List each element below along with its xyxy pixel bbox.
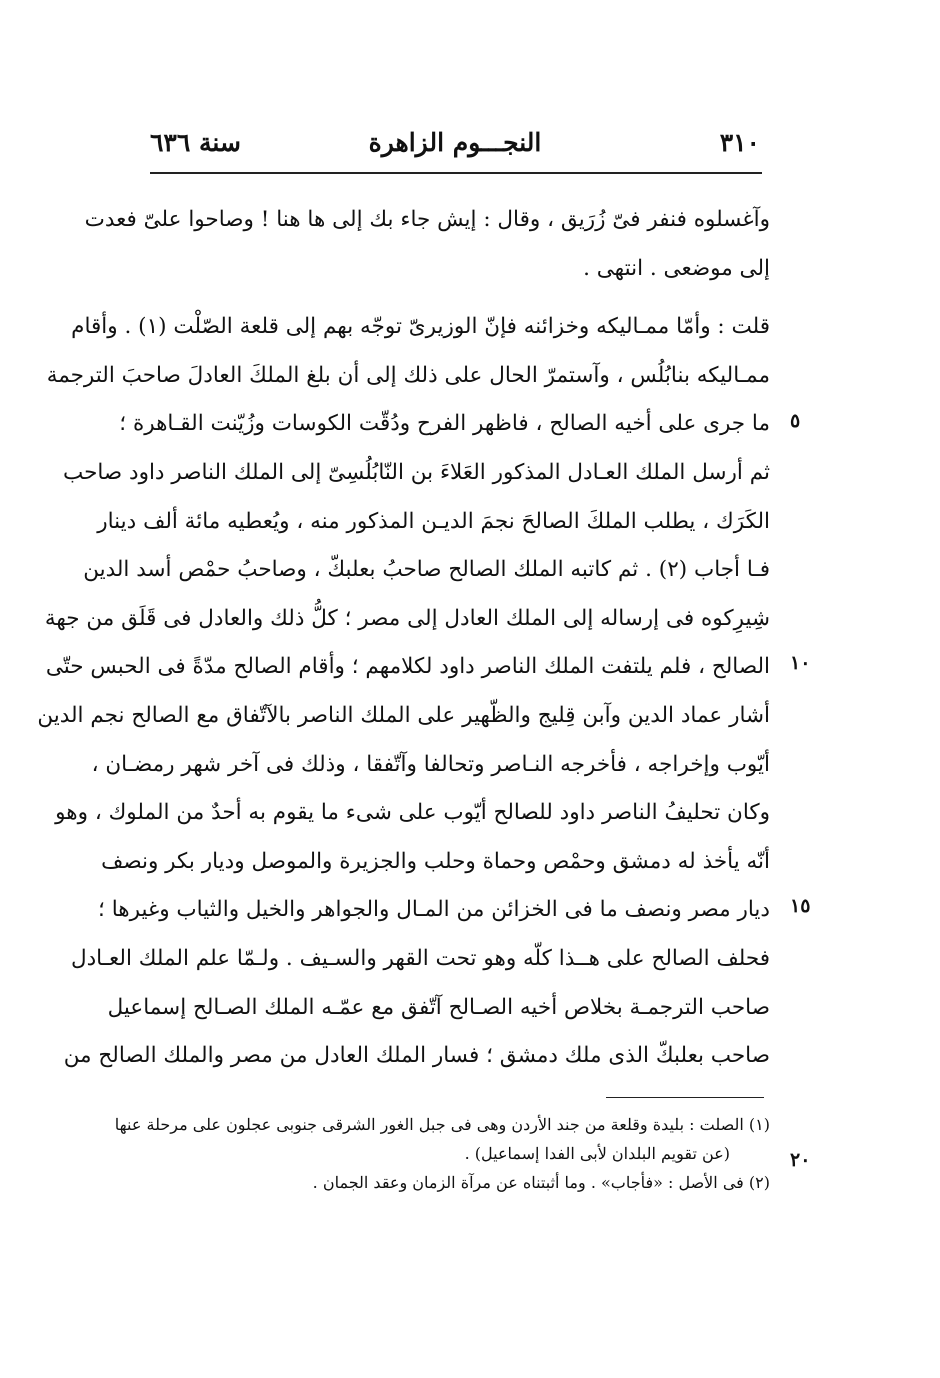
- line-number-5: ٥: [790, 410, 801, 432]
- line-number-15: ١٥: [790, 895, 811, 917]
- text-line: أيّوب وإخراجه ، فأخرجه النـاصر وتحالفا وآتّفقا ، وذلك فى آخر شهر رمضـان ،: [91, 751, 770, 777]
- footnote-2: (٢) فى الأصل : «فأجاب» . وما أثبتناه عن مرآة الزمان وعقد الجمان .: [312, 1173, 770, 1192]
- text-line: الكَرَك ، يطلب الملكَ الصالحَ نجمَ الديـن المذكور منه ، ويُعطيه مائة ألف دينار: [97, 508, 770, 534]
- text-line: فـا أجاب (٢) . ثم كاتبه الملك الصالح صاحبُ بعلبكّ ، وصاحبُ حمْص أسد الدين: [83, 557, 770, 583]
- text-line: أشار عماد الدين وآبن قِليج والظّهير على الملك الناصر بالآتّفاق مع الصالح نجم الدين: [37, 702, 770, 728]
- footnote-1-continuation: (عن تقويم البلدان لأبى الفدا إسماعيل) .: [464, 1144, 730, 1163]
- header-rule: [150, 172, 762, 174]
- line-number-10: ١٠: [790, 652, 811, 674]
- text-line: ديار مصر ونصف ما فى الخزائن من المـال والجواهر والخيل والثياب وغيرها ؛: [98, 897, 770, 923]
- running-header: [150, 128, 760, 168]
- page-number: ٣١٠: [719, 128, 760, 157]
- book-title: النجـــوم الزاهرة: [368, 128, 542, 157]
- text-line: قلت : وأمّا ممـاليكه وخزائنه فإنّ الوزيرىّ توجّه بهم إلى قلعة الصّلْت (١) . وأقام: [71, 314, 770, 340]
- year-label: سنة ٦٣٦: [150, 128, 241, 157]
- text-line: وآغسلوه فنفر فىّ زُرَيق ، وقال : إيش جاء بك إلى ها هنا ! وصاحوا علىّ فعدت: [84, 207, 770, 232]
- text-line: شِيرِكوه فى إرساله إلى الملك العادل إلى مصر ؛ كلُّ ذلك والعادل فى قَلَق من جهة: [44, 605, 770, 631]
- text-line: الصالح ، فلم يلتفت الملك الناصر داود لكلامهم ؛ وأقام الصالح مدّةً فى الحبس حتّى: [45, 654, 770, 680]
- text-line: إلى موضعى . انتهى .: [583, 255, 770, 281]
- text-line: ثم أرسل الملك العـادل المذكور العَلاءَ بن النّابُلُسِىّ إلى الملك الناصر داود صاحب: [62, 459, 770, 485]
- text-line: فحلف الصالح على هــذا كلّه وهو تحت القهر والسـيف . ولـمّا علم الملك العـادل: [70, 945, 770, 971]
- footnotes: [114, 1110, 770, 1197]
- line-number-20: ٢٠: [790, 1149, 811, 1171]
- footnote-1: (١) الصلت : بليدة وقلعة من جند الأردن وهى فى جبل الغور الشرقى جنوبى عجلون على مرحلة عنها: [114, 1115, 770, 1134]
- text-line: أنّه يأخذ له دمشق وحمْص وحماة وحلب والجزيرة والموصل وديار بكر ونصف: [101, 848, 770, 874]
- text-line: ممـاليكه بنابُلُس ، وآستمرّ الحال على ذلك إلى أن بلغ الملكَ العادلَ صاحبَ الترجمة: [46, 362, 770, 388]
- main-text: [37, 196, 770, 1081]
- footnote-rule: [606, 1097, 764, 1098]
- text-line: ما جرى على أخيه الصالح ، فاظهر الفرح ودُقّت الكوسات وزُيّنت القـاهرة ؛: [119, 411, 770, 437]
- text-line: وكان تحليفُ الناصر داود للصالح أيّوب على شىء ما يقوم به أحدٌ من الملوك ، وهو: [55, 800, 770, 826]
- text-line: صاحب بعلبكّ الذى ملك دمشق ؛ فسار الملك العادل من مصر والملك الصالح من: [63, 1043, 770, 1069]
- text-line: صاحب الترجمـة بخلاص أخيه الصـالح آتّفق مع عمّـه الملك الصـالح إسماعيل: [107, 994, 770, 1020]
